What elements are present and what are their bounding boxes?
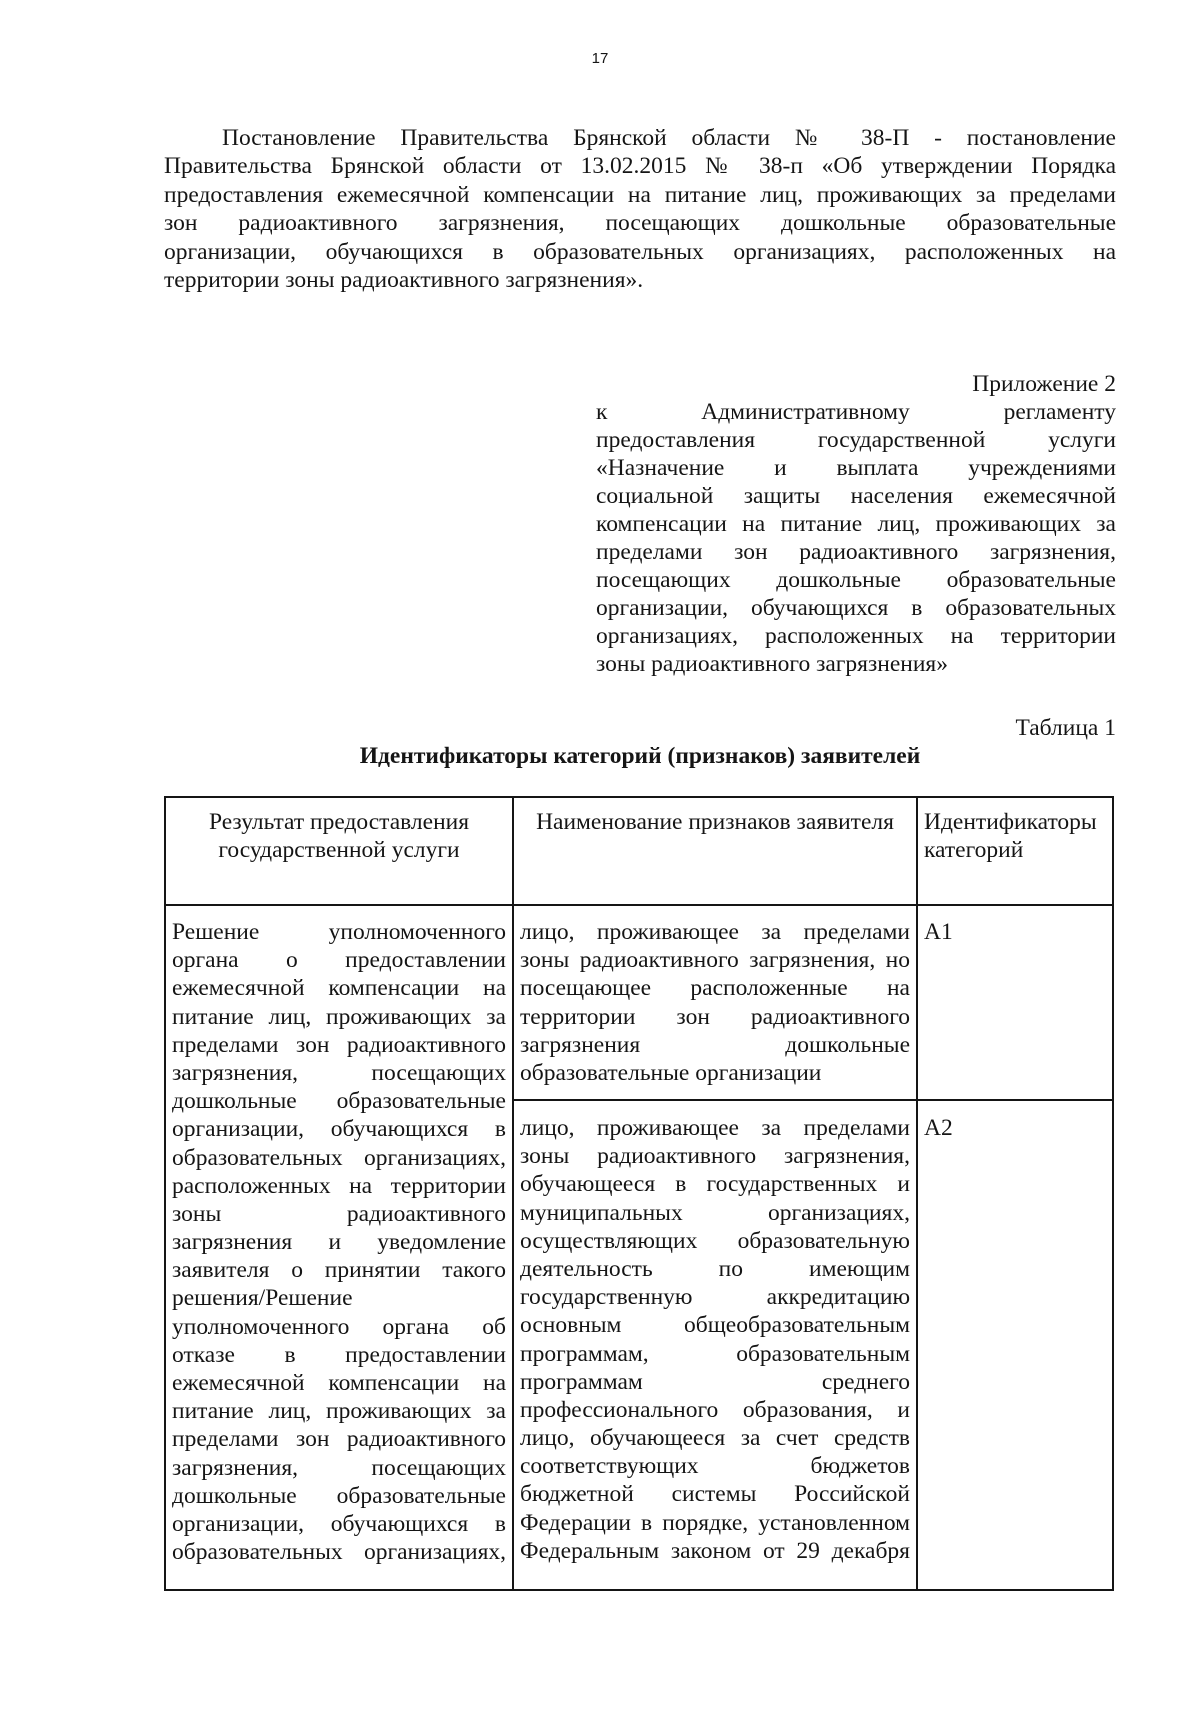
cell-line: посещающее расположенные на <box>520 975 910 1002</box>
cell-line: зоны радиоактивного загрязнения, но <box>520 947 910 974</box>
cell-line: государственную аккредитацию <box>520 1284 910 1311</box>
cell-line: лицо, проживающее за пределами <box>520 919 910 945</box>
appendix-line: Приложение 2 <box>972 371 1116 397</box>
cell-line: образовательных организациях, <box>172 1144 506 1171</box>
cell-line: профессионального образования, и <box>520 1396 910 1423</box>
appendix-line: организации, обучающихся в образовательных <box>596 595 1116 621</box>
intro-line: Правительства Брянской области от 13.02.2015 № 38-п «Об утверждении Порядка <box>164 153 1116 179</box>
intro-line: зон радиоактивного загрязнения, посещающих дошкольные образовательные <box>164 210 1116 236</box>
cell-line: отказе в предоставлении <box>172 1341 506 1368</box>
cell-line: загрязнения, посещающих <box>172 1454 506 1481</box>
cell-line: образовательных организациях, <box>172 1539 506 1566</box>
result-cell <box>172 918 506 1566</box>
category-identifier: А1 <box>924 919 953 945</box>
cell-line: муниципальных организациях, <box>520 1199 910 1226</box>
cell-line: Федеральным законом от 29 декабря <box>520 1537 910 1564</box>
cell-line: питание лиц, проживающих за <box>172 1003 506 1030</box>
cell-line: Решение уполномоченного <box>172 919 506 945</box>
appendix-line: организациях, расположенных на территории <box>596 623 1116 649</box>
cell-line: ежемесячной компенсации на <box>172 1370 506 1396</box>
appendix-line: предоставления государственной услуги <box>596 427 1116 453</box>
header-line: категорий <box>924 837 1024 863</box>
cell-line: загрязнения, посещающих <box>172 1059 506 1086</box>
cell-line: лицо, проживающее за пределами <box>520 1115 910 1141</box>
table-border <box>164 796 1114 798</box>
cell-line: организации, обучающихся в <box>172 1116 506 1143</box>
cell-line: заявителя о принятии такого <box>172 1257 506 1284</box>
cell-line: дошкольные образовательные <box>172 1482 506 1509</box>
cell-line: программам среднего <box>520 1368 910 1395</box>
appendix-block <box>596 370 1116 678</box>
appendix-line: социальной защиты населения ежемесячной <box>596 483 1116 509</box>
table-border <box>916 796 918 1591</box>
cell-line: расположенных на территории <box>172 1172 506 1199</box>
appendix-line: посещающих дошкольные образовательные <box>596 567 1116 593</box>
cell-line: программам, образовательным <box>520 1340 910 1367</box>
header-line: государственной услуги <box>218 837 460 863</box>
page-number: 17 <box>591 50 609 67</box>
cell-line: лицо, обучающееся за счет средств <box>520 1425 910 1452</box>
cell-line: Федерации в порядке, установленном <box>520 1509 910 1536</box>
table-title: Идентификаторы категорий (признаков) заявителей <box>359 743 921 769</box>
table-label: Таблица 1 <box>1015 715 1116 741</box>
appendix-line: компенсации на питание лиц, проживающих за <box>596 511 1116 537</box>
appendix-line: к Административному регламенту <box>596 399 1116 425</box>
cell-line: загрязнения и уведомление <box>172 1229 506 1256</box>
header-identifiers <box>924 808 1110 864</box>
cell-line: бюджетной системы Российской <box>520 1481 910 1508</box>
appendix-line: зоны радиоактивного загрязнения» <box>596 651 948 677</box>
cell-line: пределами зон радиоактивного <box>172 1426 506 1453</box>
appendix-line: пределами зон радиоактивного загрязнения, <box>596 539 1116 565</box>
cell-line: зоны радиоактивного <box>172 1200 506 1227</box>
table-border <box>1112 796 1114 1591</box>
intro-line: организации, обучающихся в образовательных организациях, расположенных на <box>164 239 1116 265</box>
intro-line: территории зоны радиоактивного загрязнения». <box>164 267 644 293</box>
criteria-cell <box>520 918 910 1087</box>
cell-line: организации, обучающихся в <box>172 1510 506 1537</box>
intro-line: предоставления ежемесячной компенсации на питание лиц, проживающих за пределами <box>164 182 1116 208</box>
cell-line: осуществляющих образовательную <box>520 1227 910 1254</box>
table-border <box>164 904 1114 906</box>
header-criteria <box>514 808 916 836</box>
cell-line: ежемесячной компенсации на <box>172 975 506 1002</box>
header-line: Идентификаторы <box>924 809 1097 835</box>
header-line: Результат предоставления <box>208 809 470 835</box>
cell-line: территории зон радиоактивного <box>520 1003 910 1030</box>
categories-table <box>164 796 1114 1591</box>
table-border <box>164 1589 1114 1591</box>
cell-line: деятельность по имеющим <box>520 1255 910 1282</box>
cell-line: основным общеобразовательным <box>520 1312 910 1339</box>
appendix-line: «Назначение и выплата учреждениями <box>596 455 1116 481</box>
cell-line: загрязнения дошкольные <box>520 1031 910 1058</box>
cell-line: органа о предоставлении <box>172 947 506 974</box>
table-border <box>164 796 166 1591</box>
cell-line: питание лиц, проживающих за <box>172 1398 506 1425</box>
intro-line: Постановление Правительства Брянской области № 38-П - постановление <box>222 125 1116 151</box>
cell-line: обучающееся в государственных и <box>520 1171 910 1198</box>
header-result <box>166 808 512 864</box>
header-line: Наименование признаков заявителя <box>536 809 894 835</box>
cell-line: уполномоченного органа об <box>172 1313 506 1340</box>
category-identifier: А2 <box>924 1115 953 1141</box>
cell-line: пределами зон радиоактивного <box>172 1031 506 1058</box>
cell-line: соответствующих бюджетов <box>520 1453 910 1480</box>
table-border <box>512 1099 1114 1101</box>
cell-line: зоны радиоактивного загрязнения, <box>520 1143 910 1170</box>
cell-line: образовательные организации <box>520 1059 822 1086</box>
cell-line: дошкольные образовательные <box>172 1088 506 1115</box>
table-border <box>512 796 514 1591</box>
criteria-cell <box>520 1114 910 1565</box>
cell-line: решения/Решение <box>172 1285 353 1312</box>
